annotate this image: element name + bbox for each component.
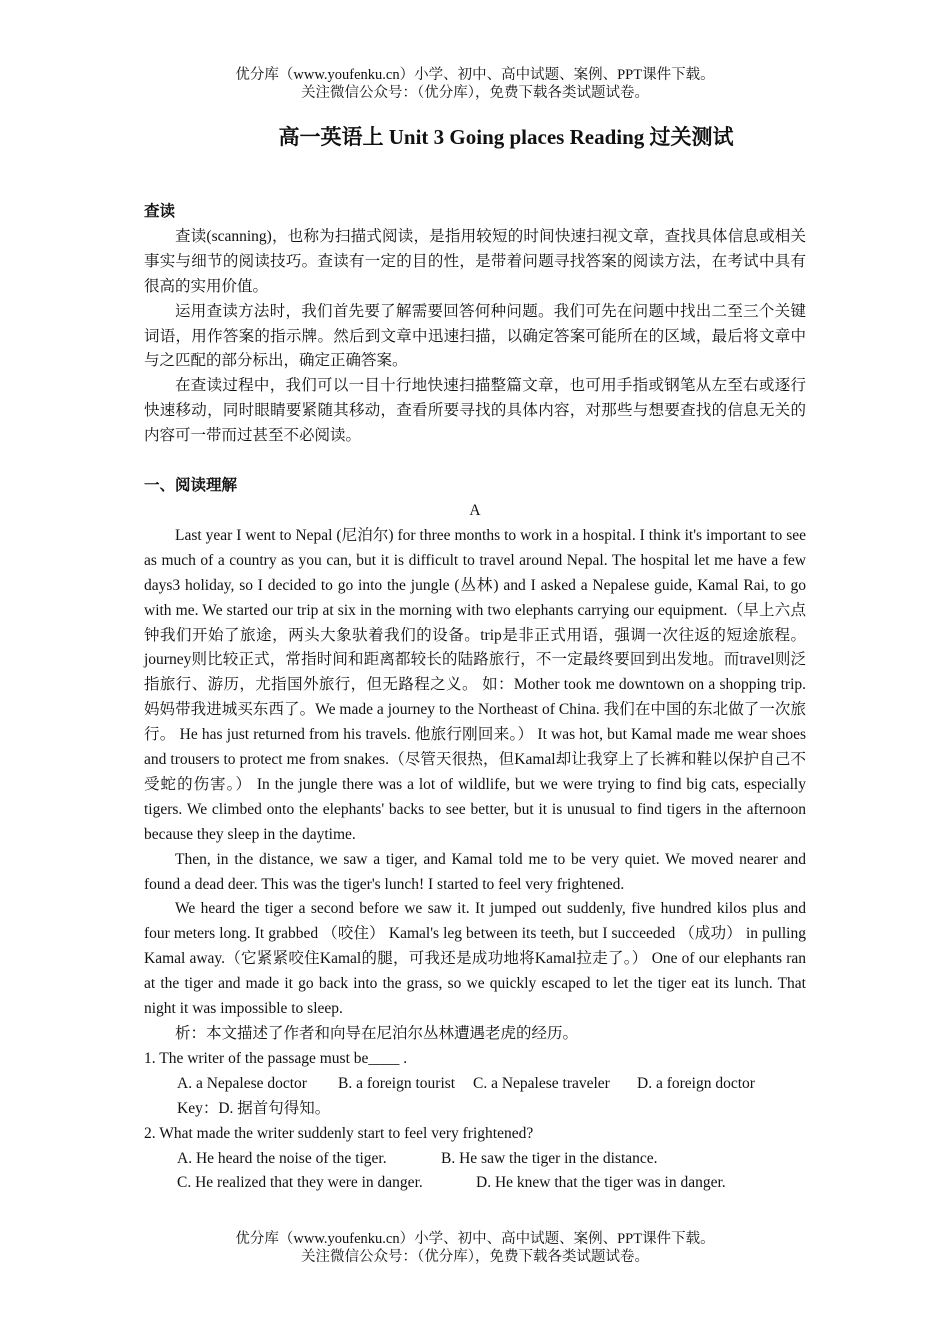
page-header <box>0 66 950 102</box>
header-line-1: 优分库（www.youfenku.cn）小学、初中、高中试题、案例、PPT课件下载。 <box>235 67 715 83</box>
scan-paragraph-1: 查读(scanning)，也称为扫描式阅读，是指用较短的时间快速扫视文章，查找具体信息或相关事实与细节的阅读技巧。查读有一定的目的性，是带着问题寻找答案的阅读方法，在考试中具有很高的实用价值。 <box>144 227 806 295</box>
question-2-stem: 2. What made the writer suddenly start to feel very frightened? <box>144 1124 534 1142</box>
question-1-stem: 1. The writer of the passage must be____ . <box>144 1049 408 1067</box>
scan-paragraph-2: 运用查读方法时，我们首先要了解需要回答何种问题。我们可先在问题中找出二至三个关键词语，用作答案的指示牌。然后到文章中迅速扫描，以确定答案可能所在的区域，最后将文章中与之匹配的部分标出，确定正确答案。 <box>144 302 806 370</box>
question-1-key: Key：D. 据首句得知。 <box>177 1099 331 1117</box>
reading-heading: 一、阅读理解 <box>144 477 238 495</box>
question-2-option-c: C. He realized that they were in danger. <box>177 1174 423 1192</box>
passage-paragraph-1: Last year I went to Nepal (尼泊尔) for three months to work in a hospital. I think it's important to see as much of a country as you can, but it is difficult to travel around Nepal. The hospital let me have a few days3 holiday, so I decided to go into the jungle (丛林) and I asked a Nepalese guide, Kamal Rai, to go with me. We started our trip at six in the morning with two elephants carrying our equipment.（早上六点钟我们开始了旅途，两头大象驮着我们的设备。trip是非正式用语，强调一次往返的短途旅程。journey则比较正式，常指时间和距离都较长的陆路旅行，不一定最终要回到出发地。而travel则泛指旅行、游历，尤指国外旅行，但无路程之义。 如：Mother took me downtown on a shopping trip. 妈妈带我进城买东西了。We made a journey to the Northeast of China. 我们在中国的东北做了一次旅行。 He has just returned from his travels. 他旅行刚回来。） It was hot, but Kamal made me wear shoes and trousers to protect me from snakes.（尽管天很热，但Kamal却让我穿上了长裤和鞋以保护自己不受蛇的伤害。） In the jungle there was a lot of wildlife, but we were trying to find big cats, especially tigers. We climbed onto the elephants' backs to see better, but it is unusual to find tigers in the afternoon because they sleep in the daytime. <box>144 526 806 843</box>
page-footer <box>0 1230 950 1266</box>
question-2-option-d: D. He knew that the tiger was in danger. <box>476 1174 726 1192</box>
question-2-option-b: B. He saw the tiger in the distance. <box>441 1149 658 1167</box>
passage-paragraph-2: Then, in the distance, we saw a tiger, and Kamal told me to be very quiet. We moved nearer and found a dead deer. This was the tiger's lunch! I started to feel very frightened. <box>144 850 806 893</box>
passage-paragraph-3: We heard the tiger a second before we saw it. It jumped out suddenly, five hundred kilos plus and four meters long. It grabbed （咬住） Kamal's leg between its teeth, but I succeeded （成功） in pulling Kamal away.（它紧紧咬住Kamal的腿，可我还是成功地将Kamal拉走了。） One of our elephants ran at the tiger and made it go back into the grass, so we quickly escaped to let the tiger eat its lunch. That night it was impossible to sleep. <box>144 900 806 1018</box>
question-1-option-a: A. a Nepalese doctor <box>177 1074 307 1092</box>
question-1-option-c: C. a Nepalese traveler <box>473 1074 610 1092</box>
footer-line-2: 关注微信公众号：（优分库），免费下载各类试题试卷。 <box>301 1249 649 1265</box>
document-title: 高一英语上 Unit 3 Going places Reading 过关测试 <box>278 125 734 149</box>
question-2-option-a: A. He heard the noise of the tiger. <box>177 1149 387 1167</box>
passage-analysis: 析：本文描述了作者和向导在尼泊尔丛林遭遇老虎的经历。 <box>175 1025 579 1042</box>
question-1-option-d: D. a foreign doctor <box>637 1074 755 1092</box>
question-1-options <box>144 1072 806 1097</box>
footer-line-1: 优分库（www.youfenku.cn）小学、初中、高中试题、案例、PPT课件下载。 <box>235 1231 715 1247</box>
question-1-option-b: B. a foreign tourist <box>338 1074 456 1092</box>
passage-label: A <box>469 501 481 519</box>
header-line-2: 关注微信公众号：（优分库），免费下载各类试题试卷。 <box>301 85 649 101</box>
scan-paragraph-3: 在查读过程中，我们可以一目十行地快速扫描整篇文章，也可用手指或钢笔从左至右或逐行快速移动，同时眼睛要紧随其移动，查看所要寻找的具体内容，对那些与想要查找的信息无关的内容可一带而过甚至不必阅读。 <box>144 377 806 445</box>
section-spacer <box>144 449 806 474</box>
document-body <box>144 200 806 1196</box>
scan-heading: 查读 <box>144 203 176 220</box>
question-2-options-row-1 <box>144 1147 806 1172</box>
question-2-options-row-2 <box>144 1171 806 1196</box>
